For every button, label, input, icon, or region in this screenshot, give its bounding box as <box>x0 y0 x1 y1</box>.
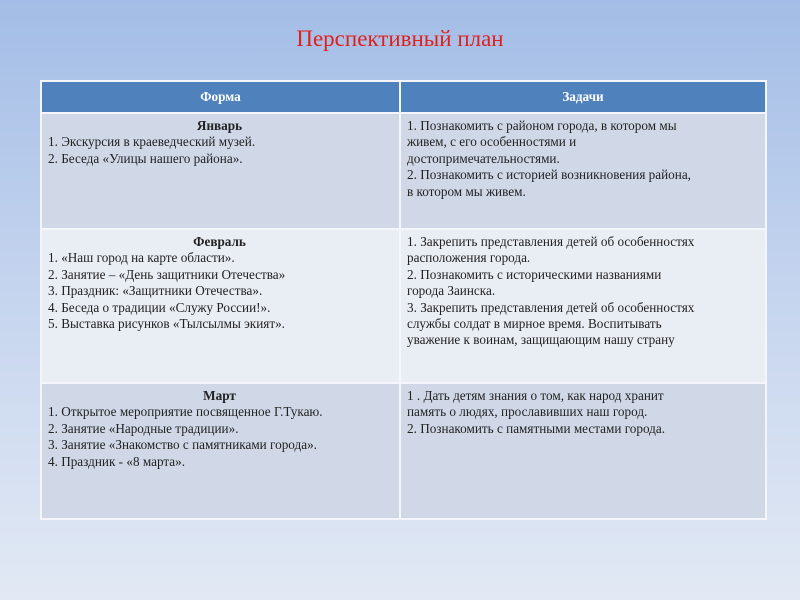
table-row <box>41 229 766 383</box>
form-cell <box>41 383 400 519</box>
table-row <box>41 383 766 519</box>
task-line: 2. Познакомить с памятными местами города. <box>407 420 666 436</box>
task-line: 1. Познакомить с районом города, в котором мы <box>407 118 677 133</box>
form-item: 2. Занятие «Народные традиции». <box>48 420 239 436</box>
tasks-cell <box>400 383 766 519</box>
form-cell <box>41 229 400 383</box>
form-item: 2. Беседа «Улицы нашего района». <box>48 150 243 166</box>
task-line: 2. Познакомить с историей возникновения района, <box>407 167 691 183</box>
form-item: 4. Беседа о традиции «Служу России!». <box>48 299 271 315</box>
header-tasks: Задачи <box>400 81 766 113</box>
task-line: службы солдат в мирное время. Воспитывать <box>407 316 662 332</box>
task-line: уважение к воинам, защищающим нашу страну <box>407 332 675 348</box>
tasks-cell <box>400 229 766 383</box>
tasks-cell <box>400 113 766 229</box>
month-label: Март <box>203 388 236 403</box>
task-line: живем, с его особенностями и <box>407 134 577 150</box>
task-line: достопримечательностями. <box>407 150 560 166</box>
task-line: в котором мы живем. <box>407 183 526 199</box>
form-item: 3. Праздник: «Защитники Отечества». <box>48 283 263 299</box>
form-cell <box>41 113 400 229</box>
month-label: Февраль <box>193 234 246 249</box>
form-item: 2. Занятие – «День защитники Отечества» <box>48 266 286 282</box>
task-line: города Заинска. <box>407 283 496 299</box>
form-item: 3. Занятие «Знакомство с памятниками города». <box>48 437 317 453</box>
form-item: 1. «Наш город на карте области». <box>48 250 235 266</box>
task-line: память о людях, прославивших наш город. <box>407 404 648 420</box>
task-line: 2. Познакомить с историческими названиями <box>407 266 662 282</box>
slide-title: Перспективный план <box>296 26 504 51</box>
table-header <box>41 81 766 113</box>
form-item: 1. Экскурсия в краеведческий музей. <box>48 134 256 150</box>
header-form: Форма <box>41 81 400 113</box>
table-row <box>41 113 766 229</box>
form-item: 4. Праздник - «8 марта». <box>48 453 186 469</box>
task-line: 3. Закрепить представления детей об особенностях <box>407 299 695 315</box>
task-line: 1 . Дать детям знания о том, как народ хранит <box>407 388 664 403</box>
form-item: 1. Открытое мероприятие посвященное Г.Тукаю. <box>48 404 323 420</box>
form-item: 5. Выставка рисунков «Тылсылмы экият». <box>48 316 285 332</box>
month-label: Январь <box>196 118 243 133</box>
task-line: расположения города. <box>407 250 531 266</box>
plan-table <box>40 80 767 520</box>
task-line: 1. Закрепить представления детей об особенностях <box>407 234 695 249</box>
